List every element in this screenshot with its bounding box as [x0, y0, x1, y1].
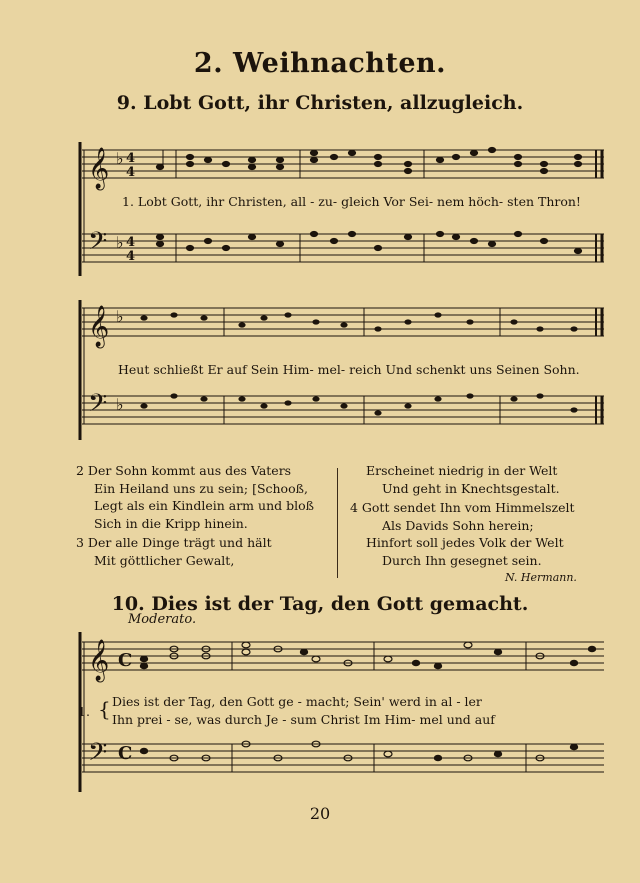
- hymn-10-lyrics-line-1: Dies ist der Tag, den Gott ge - macht; Sein' werd in al - ler: [112, 694, 482, 709]
- verse-line: 3 Der alle Dinge trägt und hält: [76, 535, 272, 550]
- svg-text:𝄢: 𝄢: [88, 389, 108, 424]
- svg-text:♭: ♭: [116, 149, 124, 168]
- svg-text:𝄞: 𝄞: [88, 640, 110, 681]
- svg-text:♭: ♭: [116, 395, 124, 414]
- verse-line: Erscheinet niedrig in der Welt: [366, 463, 558, 478]
- svg-text:♭: ♭: [116, 233, 124, 252]
- column-divider: [337, 468, 338, 578]
- svg-text:C: C: [118, 650, 133, 671]
- svg-text:𝄞: 𝄞: [88, 148, 110, 189]
- verse-line: Mit göttlicher Gewalt,: [94, 552, 235, 568]
- hymn-9-author: N. Hermann.: [505, 571, 577, 584]
- verse-line: 2 Der Sohn kommt aus des Vaters: [76, 463, 292, 478]
- svg-text:4: 4: [126, 235, 136, 250]
- verse-line: Legt als ein Kindlein arm und bloß: [94, 498, 314, 513]
- verse-line: 4 Gott sendet Ihn vom Himmelszelt: [350, 500, 575, 515]
- hymn-9-number: 9.: [116, 92, 137, 114]
- hymn-10-title-text: Dies ist der Tag, den Gott gemacht.: [151, 593, 529, 615]
- svg-text:4: 4: [126, 165, 136, 180]
- verse-line: Durch Ihn gesegnet sein.: [382, 552, 542, 568]
- section-title: Weihnachten.: [233, 48, 447, 79]
- hymn-10-number: 10.: [111, 593, 145, 615]
- hymn-10-verse-brace: {: [98, 697, 111, 721]
- hymn-9-verses-left: [76, 462, 314, 569]
- verse-line: Und geht in Knechtsgestalt.: [382, 480, 560, 496]
- verse-line: Ein Heiland uns zu sein; [Schooß,: [94, 480, 308, 496]
- hymn-9-lyrics-line-1: 1. Lobt Gott, ihr Christen, all - zu- gleich Vor Sei- nem höch- sten Thron!: [122, 194, 581, 209]
- hymn-9-system-1: [78, 136, 608, 284]
- hymn-9-system-2: [78, 296, 608, 446]
- svg-text:𝄢: 𝄢: [88, 738, 108, 773]
- svg-text:4: 4: [126, 151, 136, 166]
- music-score-system: [78, 136, 608, 284]
- hymn-10-lyrics-line-2: Ihn prei - se, was durch Je - sum Christ Im Him- mel und auf: [112, 712, 495, 727]
- hymn-10-verse-number: 1.: [78, 704, 90, 719]
- svg-text:𝄞: 𝄞: [88, 306, 110, 347]
- section-heading: [0, 48, 640, 79]
- hymn-9-title: [0, 92, 640, 114]
- page-number: 20: [309, 804, 331, 823]
- hymn-9-title-text: Lobt Gott, ihr Christen, allzugleich.: [143, 92, 524, 114]
- hymn-9-verses-right: [350, 462, 575, 569]
- svg-text:C: C: [118, 743, 133, 764]
- verse-line: Sich in die Kripp hinein.: [94, 515, 248, 531]
- svg-text:4: 4: [126, 249, 136, 264]
- section-number: 2.: [193, 48, 224, 79]
- hymn-10-system-1: [78, 628, 608, 798]
- verse-line: Als Davids Sohn herein;: [382, 517, 534, 533]
- svg-text:𝄢: 𝄢: [88, 227, 108, 262]
- hymn-10-title: [0, 593, 640, 615]
- verse-line: Hinfort soll jedes Volk der Welt: [366, 535, 564, 550]
- tempo-marking: Moderato.: [128, 612, 197, 627]
- svg-text:♭: ♭: [116, 307, 124, 326]
- hymn-9-lyrics-line-2: Heut schließt Er auf Sein Him- mel- reich Und schenkt uns Seinen Sohn.: [118, 362, 580, 377]
